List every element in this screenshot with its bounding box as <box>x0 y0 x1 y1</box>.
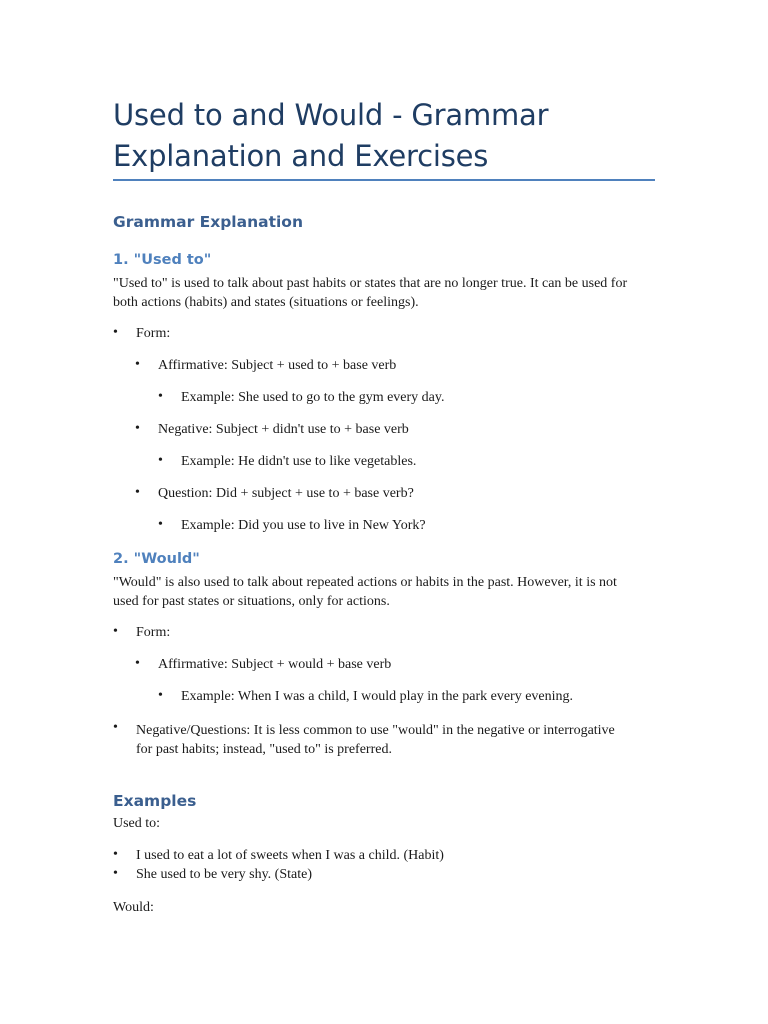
section-heading-grammar-explanation: Grammar Explanation <box>113 213 303 231</box>
used-to-negative-example: Example: He didn't use to like vegetables. <box>181 454 417 469</box>
used-to-negative: Negative: Subject + didn't use to + base verb <box>158 422 409 437</box>
examples-used-to-item: She used to be very shy. (State) <box>136 867 312 882</box>
would-affirmative: Affirmative: Subject + would + base verb <box>158 657 392 672</box>
would-affirmative-example: Example: When I was a child, I would play in the park every evening. <box>181 689 574 704</box>
bullet-marker: • <box>135 656 140 671</box>
bullet-marker: • <box>158 389 163 404</box>
examples-would-label: Would: <box>113 900 154 915</box>
bullet-marker: • <box>158 688 163 703</box>
used-to-affirmative-example: Example: She used to go to the gym every day. <box>181 390 445 405</box>
bullet-marker: • <box>135 485 140 500</box>
bullet-marker: • <box>135 357 140 372</box>
bullet-marker: • <box>113 624 118 639</box>
used-to-paragraph-line-1: "Used to" is used to talk about past habits or states that are no longer true. It can be used for <box>113 276 628 291</box>
would-negative-questions-line-2: for past habits; instead, "used to" is preferred. <box>136 742 392 757</box>
bullet-marker: • <box>135 421 140 436</box>
subheading-used-to: 1. "Used to" <box>113 252 212 268</box>
bullet-marker: • <box>113 866 118 881</box>
would-form-label: Form: <box>136 625 171 640</box>
used-to-affirmative: Affirmative: Subject + used to + base verb <box>158 358 397 373</box>
bullet-marker: • <box>158 517 163 532</box>
document-title-line-2: Explanation and Exercises <box>113 139 489 173</box>
title-underline-rule <box>113 179 655 181</box>
used-to-form-label: Form: <box>136 326 171 341</box>
bullet-marker: • <box>113 325 118 340</box>
would-negative-questions-line-1: Negative/Questions: It is less common to use "would" in the negative or interrogative <box>136 723 615 738</box>
would-paragraph-line-2: used for past states or situations, only for actions. <box>113 594 390 609</box>
used-to-question: Question: Did + subject + use to + base verb? <box>158 486 414 501</box>
would-paragraph-line-1: "Would" is also used to talk about repeated actions or habits in the past. However, it is not <box>113 575 617 590</box>
used-to-question-example: Example: Did you use to live in New York? <box>181 518 426 533</box>
document-title-line-1: Used to and Would - Grammar <box>113 98 549 132</box>
bullet-marker: • <box>113 720 118 735</box>
examples-used-to-item: I used to eat a lot of sweets when I was a child. (Habit) <box>136 848 444 863</box>
examples-used-to-label: Used to: <box>113 816 161 831</box>
bullet-marker: • <box>113 847 118 862</box>
section-heading-examples: Examples <box>113 792 197 810</box>
bullet-marker: • <box>158 453 163 468</box>
subheading-would: 2. "Would" <box>113 551 200 567</box>
used-to-paragraph-line-2: both actions (habits) and states (situations or feelings). <box>113 295 419 310</box>
